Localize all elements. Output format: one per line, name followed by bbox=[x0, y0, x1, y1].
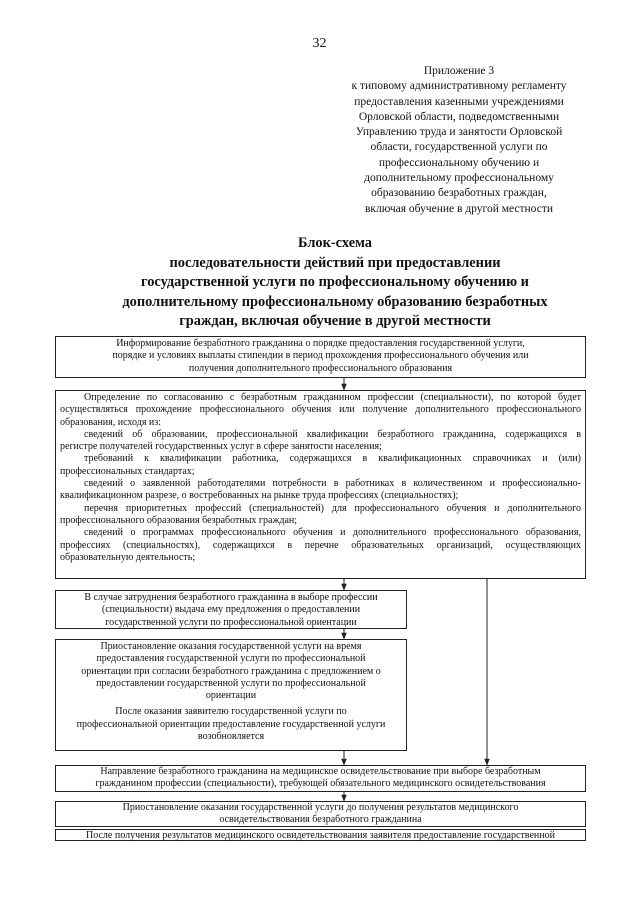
medical-line: гражданином профессии (специальности), требующей обязательного медицинского освидетельствования bbox=[95, 778, 546, 790]
determination-line: образования, исходя из: bbox=[60, 416, 162, 428]
appendix-line: предоставления казенными учреждениями bbox=[354, 95, 564, 108]
appendix-line: профессиональному обучению и bbox=[378, 156, 540, 169]
determination-line: осуществляться прохождение профессионального обучения или получение дополнительного профессионального bbox=[60, 404, 581, 416]
appendix-line: к типовому административному регламенту bbox=[351, 80, 567, 93]
determination-line: перечня приоритетных профессий (специальностей) для профессионального обучения и дополнительного bbox=[84, 502, 581, 514]
after-medical-line: После получения результатов медицинского освидетельствования заявителя предоставление государственной bbox=[86, 830, 555, 841]
appendix-line: образованию безработных граждан, bbox=[371, 187, 547, 200]
suspension-line: ориентации при согласии безработного гражданина с предложением о bbox=[81, 665, 381, 677]
determination-line: профессионального образования безработных граждан; bbox=[60, 514, 298, 526]
medical-suspension-box bbox=[55, 801, 586, 827]
consultation-line: (специальности) выдача ему предложения о предоставлении bbox=[101, 604, 361, 616]
suspension-box bbox=[55, 639, 407, 751]
title-line: государственной услуги по профессиональному обучению и bbox=[141, 274, 529, 291]
informing-line: порядке и условиях выплаты стипендии в период прохождения профессионального обучения или bbox=[112, 350, 529, 362]
determination-line: образовательную деятельность; bbox=[60, 551, 196, 563]
determination-line: требований к квалификации работника, содержащихся в квалификационных справочниках и (или) bbox=[84, 453, 581, 465]
determination-line: профессиях (специальностях), содержащихся в перечне образовательных организаций, осуществляющих bbox=[60, 539, 581, 551]
appendix-line: Управлению труда и занятости Орловской bbox=[355, 126, 563, 139]
determination-line: сведений о программах профессионального обучения и дополнительного профессионального образования, bbox=[84, 527, 581, 539]
suspension-line: Приостановление оказания государственной услуги на время bbox=[100, 641, 362, 652]
determination-line: регистре получателей государственных услуг в сфере занятости населения; bbox=[60, 441, 382, 453]
appendix-line: включая обучение в другой местности bbox=[364, 202, 554, 215]
title-line: граждан, включая обучение в другой местности bbox=[179, 313, 491, 330]
consultation-line: государственной услуги по профессиональной ориентации bbox=[105, 616, 357, 628]
medical-line: Направление безработного гражданина на медицинское освидетельствование при выборе безработным bbox=[100, 766, 541, 777]
determination-line: сведений о заявленной работодателями потребности в работниках в количественном и профессионально- bbox=[84, 478, 581, 490]
appendix-line: Орловской области, подведомственными bbox=[358, 110, 560, 123]
resume-line: После оказания заявителю государственной услуги по bbox=[115, 706, 347, 718]
appendix-line: области, государственной услуги по bbox=[370, 141, 548, 154]
determination-line: Определение по согласованию с безработным гражданином профессии (специальности), по которой будет bbox=[84, 392, 581, 403]
suspension-line: ориентации bbox=[205, 690, 257, 702]
page-number: 32 bbox=[312, 36, 327, 51]
medical-referral-box bbox=[55, 765, 586, 792]
profession-determination-box bbox=[55, 390, 586, 579]
consultation-line: В случае затруднения безработного гражданина в выборе профессии bbox=[84, 592, 378, 603]
medical-suspension-line: Приостановление оказания государственной услуги до получения результатов медицинского bbox=[122, 802, 519, 813]
informing-box bbox=[55, 336, 586, 378]
determination-line: профессиональных стандартах; bbox=[60, 465, 195, 477]
determination-line: сведений об образовании, профессиональной квалификации безработного гражданина, содержащихся в bbox=[84, 428, 581, 440]
suspension-line: предоставлении государственной услуги по профессиональной bbox=[96, 677, 366, 689]
career-guidance-offer-box bbox=[55, 590, 407, 629]
suspension-line: предоставления государственной услуги по профессиональной bbox=[96, 653, 366, 665]
after-medical-box bbox=[55, 829, 586, 841]
appendix-line: дополнительному профессиональному bbox=[364, 172, 554, 185]
informing-line: получения дополнительного профессионального образования bbox=[188, 362, 453, 374]
medical-suspension-line: освидетельствования безработного гражданина bbox=[219, 814, 422, 826]
resume-line: профессиональной ориентации предоставление государственной услуги bbox=[76, 718, 386, 730]
resume-line: возобновляется bbox=[197, 731, 265, 743]
title-line: Блок-схема bbox=[298, 235, 372, 251]
appendix-line: Приложение 3 bbox=[423, 65, 495, 77]
determination-line: квалификационном разрезе, о востребованных на рынке труда профессиях (специальностях); bbox=[60, 490, 459, 502]
title-line: последовательности действий при предоставлении bbox=[169, 254, 501, 271]
title-line: дополнительному профессиональному образованию безработных bbox=[122, 293, 548, 310]
informing-line: Информирование безработного гражданина о порядке предоставления государственной услуги, bbox=[116, 338, 525, 349]
